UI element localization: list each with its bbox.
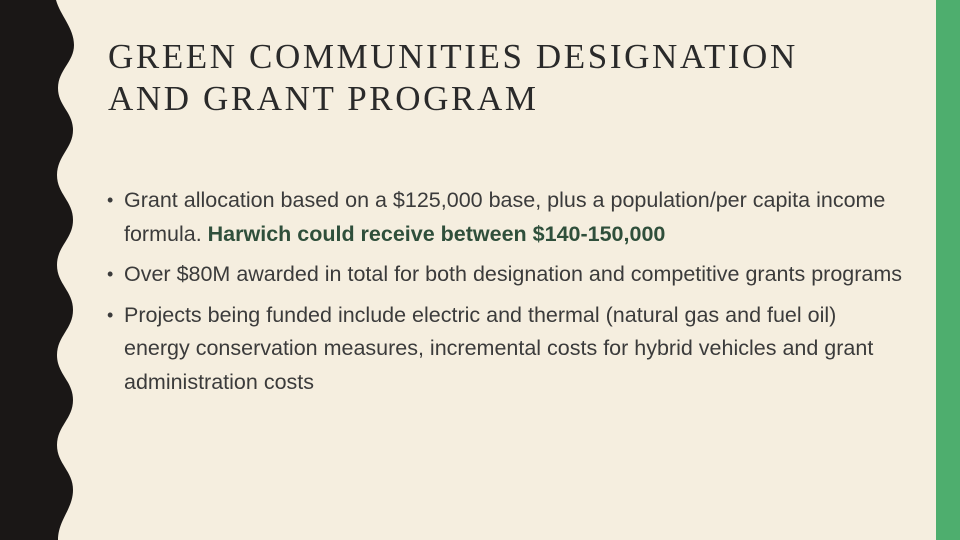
bullet-item-total-awarded [106, 258, 906, 292]
wavy-left-edge [0, 0, 80, 540]
slide-title [108, 36, 908, 120]
bullet-icon: • [107, 264, 114, 284]
accent-bar [936, 0, 960, 540]
title-line-2: AND GRANT PROGRAM [108, 79, 539, 118]
bullet-text: Projects being funded include electric and thermal (natural gas and fuel oil) energy conservation measures, incremental costs for hybrid vehicles and grant administration costs [124, 302, 874, 394]
bullet-text: Over $80M awarded in total for both designation and competitive grants programs [124, 262, 903, 286]
bullet-item-projects-funded [106, 299, 906, 400]
bullet-text: Grant allocation based on a $125,000 base, plus a population/per capita income formula. [124, 188, 886, 246]
title-line-1: GREEN COMMUNITIES DESIGNATION [108, 37, 798, 76]
bullet-icon: • [107, 304, 114, 325]
bullet-list [106, 184, 906, 406]
bullet-item-grant-allocation [106, 184, 906, 251]
bullet-icon: • [107, 190, 114, 210]
wavy-edge-shape [0, 0, 74, 540]
bullet-highlight: Harwich could receive between $140-150,000 [207, 221, 666, 246]
